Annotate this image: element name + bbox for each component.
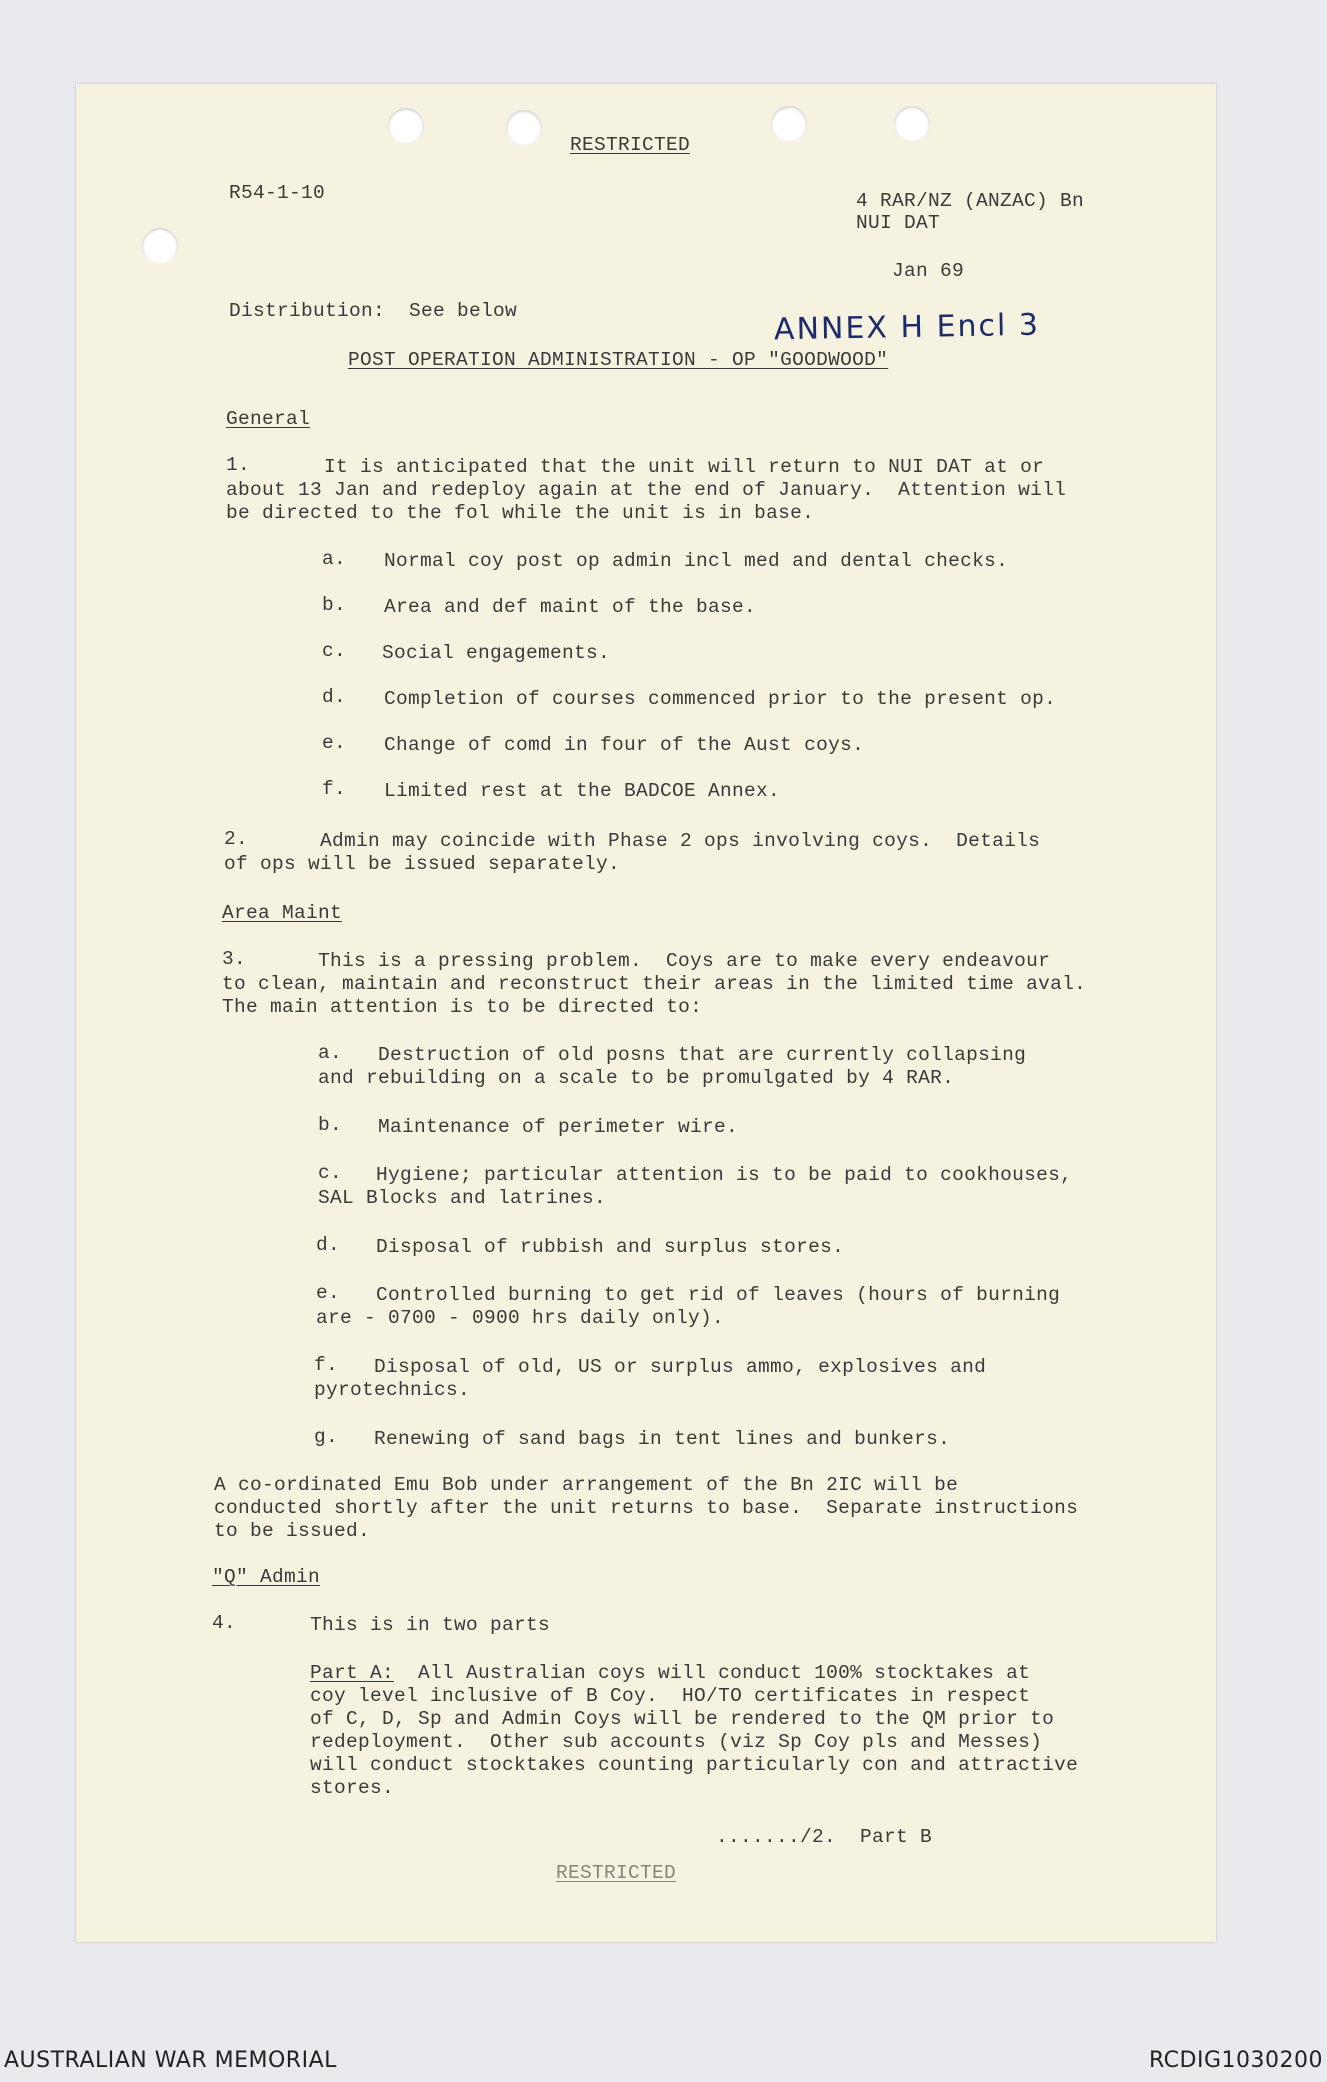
paragraph-2-line: Admin may coincide with Phase 2 ops involving coys. Details: [320, 830, 1041, 852]
list-item-letter: e.: [316, 1282, 341, 1304]
list-item-text: Destruction of old posns that are currently collapsing: [378, 1044, 1027, 1066]
document-title: POST OPERATION ADMINISTRATION - OP "GOODWOOD": [348, 349, 889, 371]
list-item-letter: b.: [318, 1114, 343, 1136]
list-item-text: Area and def maint of the base.: [384, 596, 757, 618]
classification-top: RESTRICTED: [570, 134, 691, 156]
part-a-line: of C, D, Sp and Admin Coys will be rendered to the QM prior to: [310, 1708, 1055, 1730]
paragraph-3-line: This is a pressing problem. Coys are to make every endeavour: [318, 950, 1051, 972]
list-item-text: Hygiene; particular attention is to be paid to cookhouses,: [376, 1164, 1073, 1186]
file-reference: R54-1-10: [229, 182, 326, 204]
list-item-text: Normal coy post op admin incl med and dental checks.: [384, 550, 1009, 572]
list-item-letter: f.: [314, 1354, 339, 1376]
list-item-text: Renewing of sand bags in tent lines and bunkers.: [374, 1428, 951, 1450]
section-heading-general: General: [226, 408, 311, 430]
list-item-text: Maintenance of perimeter wire.: [378, 1116, 739, 1138]
part-a-line: stores.: [310, 1777, 395, 1799]
part-a-label: Part A:: [310, 1662, 395, 1684]
list-item-text: Disposal of old, US or surplus ammo, explosives and: [374, 1356, 987, 1378]
paragraph-3-line: The main attention is to be directed to:: [222, 996, 703, 1018]
list-item-text: are - 0700 - 0900 hrs daily only).: [316, 1307, 725, 1329]
continuation-marker: ......./2. Part B: [716, 1826, 933, 1848]
part-a-line: coy level inclusive of B Coy. HO/TO certificates in respect: [310, 1685, 1031, 1707]
unit-name: 4 RAR/NZ (ANZAC) Bn: [856, 190, 1085, 212]
section-heading-area-maint: Area Maint: [222, 902, 343, 924]
list-item-text: SAL Blocks and latrines.: [318, 1187, 607, 1209]
paragraph-number: 3.: [222, 948, 247, 970]
paragraph-number: 2.: [224, 828, 249, 850]
classification-bottom: RESTRICTED: [556, 1862, 677, 1884]
list-item-text: and rebuilding on a scale to be promulgated by 4 RAR.: [318, 1067, 955, 1089]
list-item-letter: e.: [322, 732, 347, 754]
list-item-letter: c.: [318, 1162, 343, 1184]
handwritten-annotation: ANNEX H Encl 3: [773, 307, 1041, 348]
archive-institution: AUSTRALIAN WAR MEMORIAL: [4, 2048, 337, 2073]
list-item-letter: b.: [322, 594, 347, 616]
archive-item-id: RCDIG1030200: [1148, 2048, 1323, 2073]
paragraph-3-line: to clean, maintain and reconstruct their areas in the limited time aval.: [222, 973, 1087, 995]
list-item-text: Limited rest at the BADCOE Annex.: [384, 780, 781, 802]
punch-hole: [142, 228, 178, 264]
closing-paragraph-line: conducted shortly after the unit returns to base. Separate instructions: [214, 1497, 1079, 1519]
list-item-text: pyrotechnics.: [314, 1379, 471, 1401]
punch-hole: [894, 106, 930, 142]
paragraph-1-line: be directed to the fol while the unit is in base.: [226, 502, 815, 524]
paragraph-4-text: This is in two parts: [310, 1614, 551, 1636]
distribution-line: Distribution: See below: [229, 300, 518, 322]
list-item-letter: a.: [322, 548, 347, 570]
document-page: [76, 84, 1216, 1942]
list-item-letter: a.: [318, 1042, 343, 1064]
location: NUI DAT: [856, 212, 941, 234]
paragraph-number: 1.: [226, 454, 251, 476]
closing-paragraph-line: A co-ordinated Emu Bob under arrangement of the Bn 2IC will be: [214, 1474, 959, 1496]
closing-paragraph-line: to be issued.: [214, 1520, 371, 1542]
section-heading-q-admin: "Q" Admin: [212, 1566, 321, 1588]
part-a-first-line: [310, 1662, 1030, 1685]
document-date: Jan 69: [892, 260, 965, 282]
list-item-text: Change of comd in four of the Aust coys.: [384, 734, 865, 756]
list-item-letter: d.: [322, 686, 347, 708]
list-item-letter: c.: [322, 640, 347, 662]
list-item-text: Completion of courses commenced prior to the present op.: [384, 688, 1057, 710]
list-item-text: Controlled burning to get rid of leaves (hours of burning: [376, 1284, 1061, 1306]
punch-hole: [506, 110, 542, 146]
paragraph-1-line: It is anticipated that the unit will return to NUI DAT at or: [324, 456, 1045, 478]
punch-hole: [771, 106, 807, 142]
part-a-line: will conduct stocktakes counting particularly con and attractive: [310, 1754, 1079, 1776]
list-item-letter: g.: [314, 1426, 339, 1448]
list-item-text: Social engagements.: [382, 642, 611, 664]
paragraph-1-line: about 13 Jan and redeploy again at the end of January. Attention will: [226, 479, 1067, 501]
part-a-text: All Australian coys will conduct 100% stocktakes at: [394, 1662, 1031, 1684]
punch-hole: [388, 108, 424, 144]
list-item-text: Disposal of rubbish and surplus stores.: [376, 1236, 845, 1258]
paragraph-number: 4.: [212, 1612, 237, 1634]
paragraph-2-line: of ops will be issued separately.: [224, 853, 621, 875]
part-a-line: redeployment. Other sub accounts (viz Sp Coy pls and Messes): [310, 1731, 1043, 1753]
list-item-letter: f.: [322, 778, 347, 800]
list-item-letter: d.: [316, 1234, 341, 1256]
